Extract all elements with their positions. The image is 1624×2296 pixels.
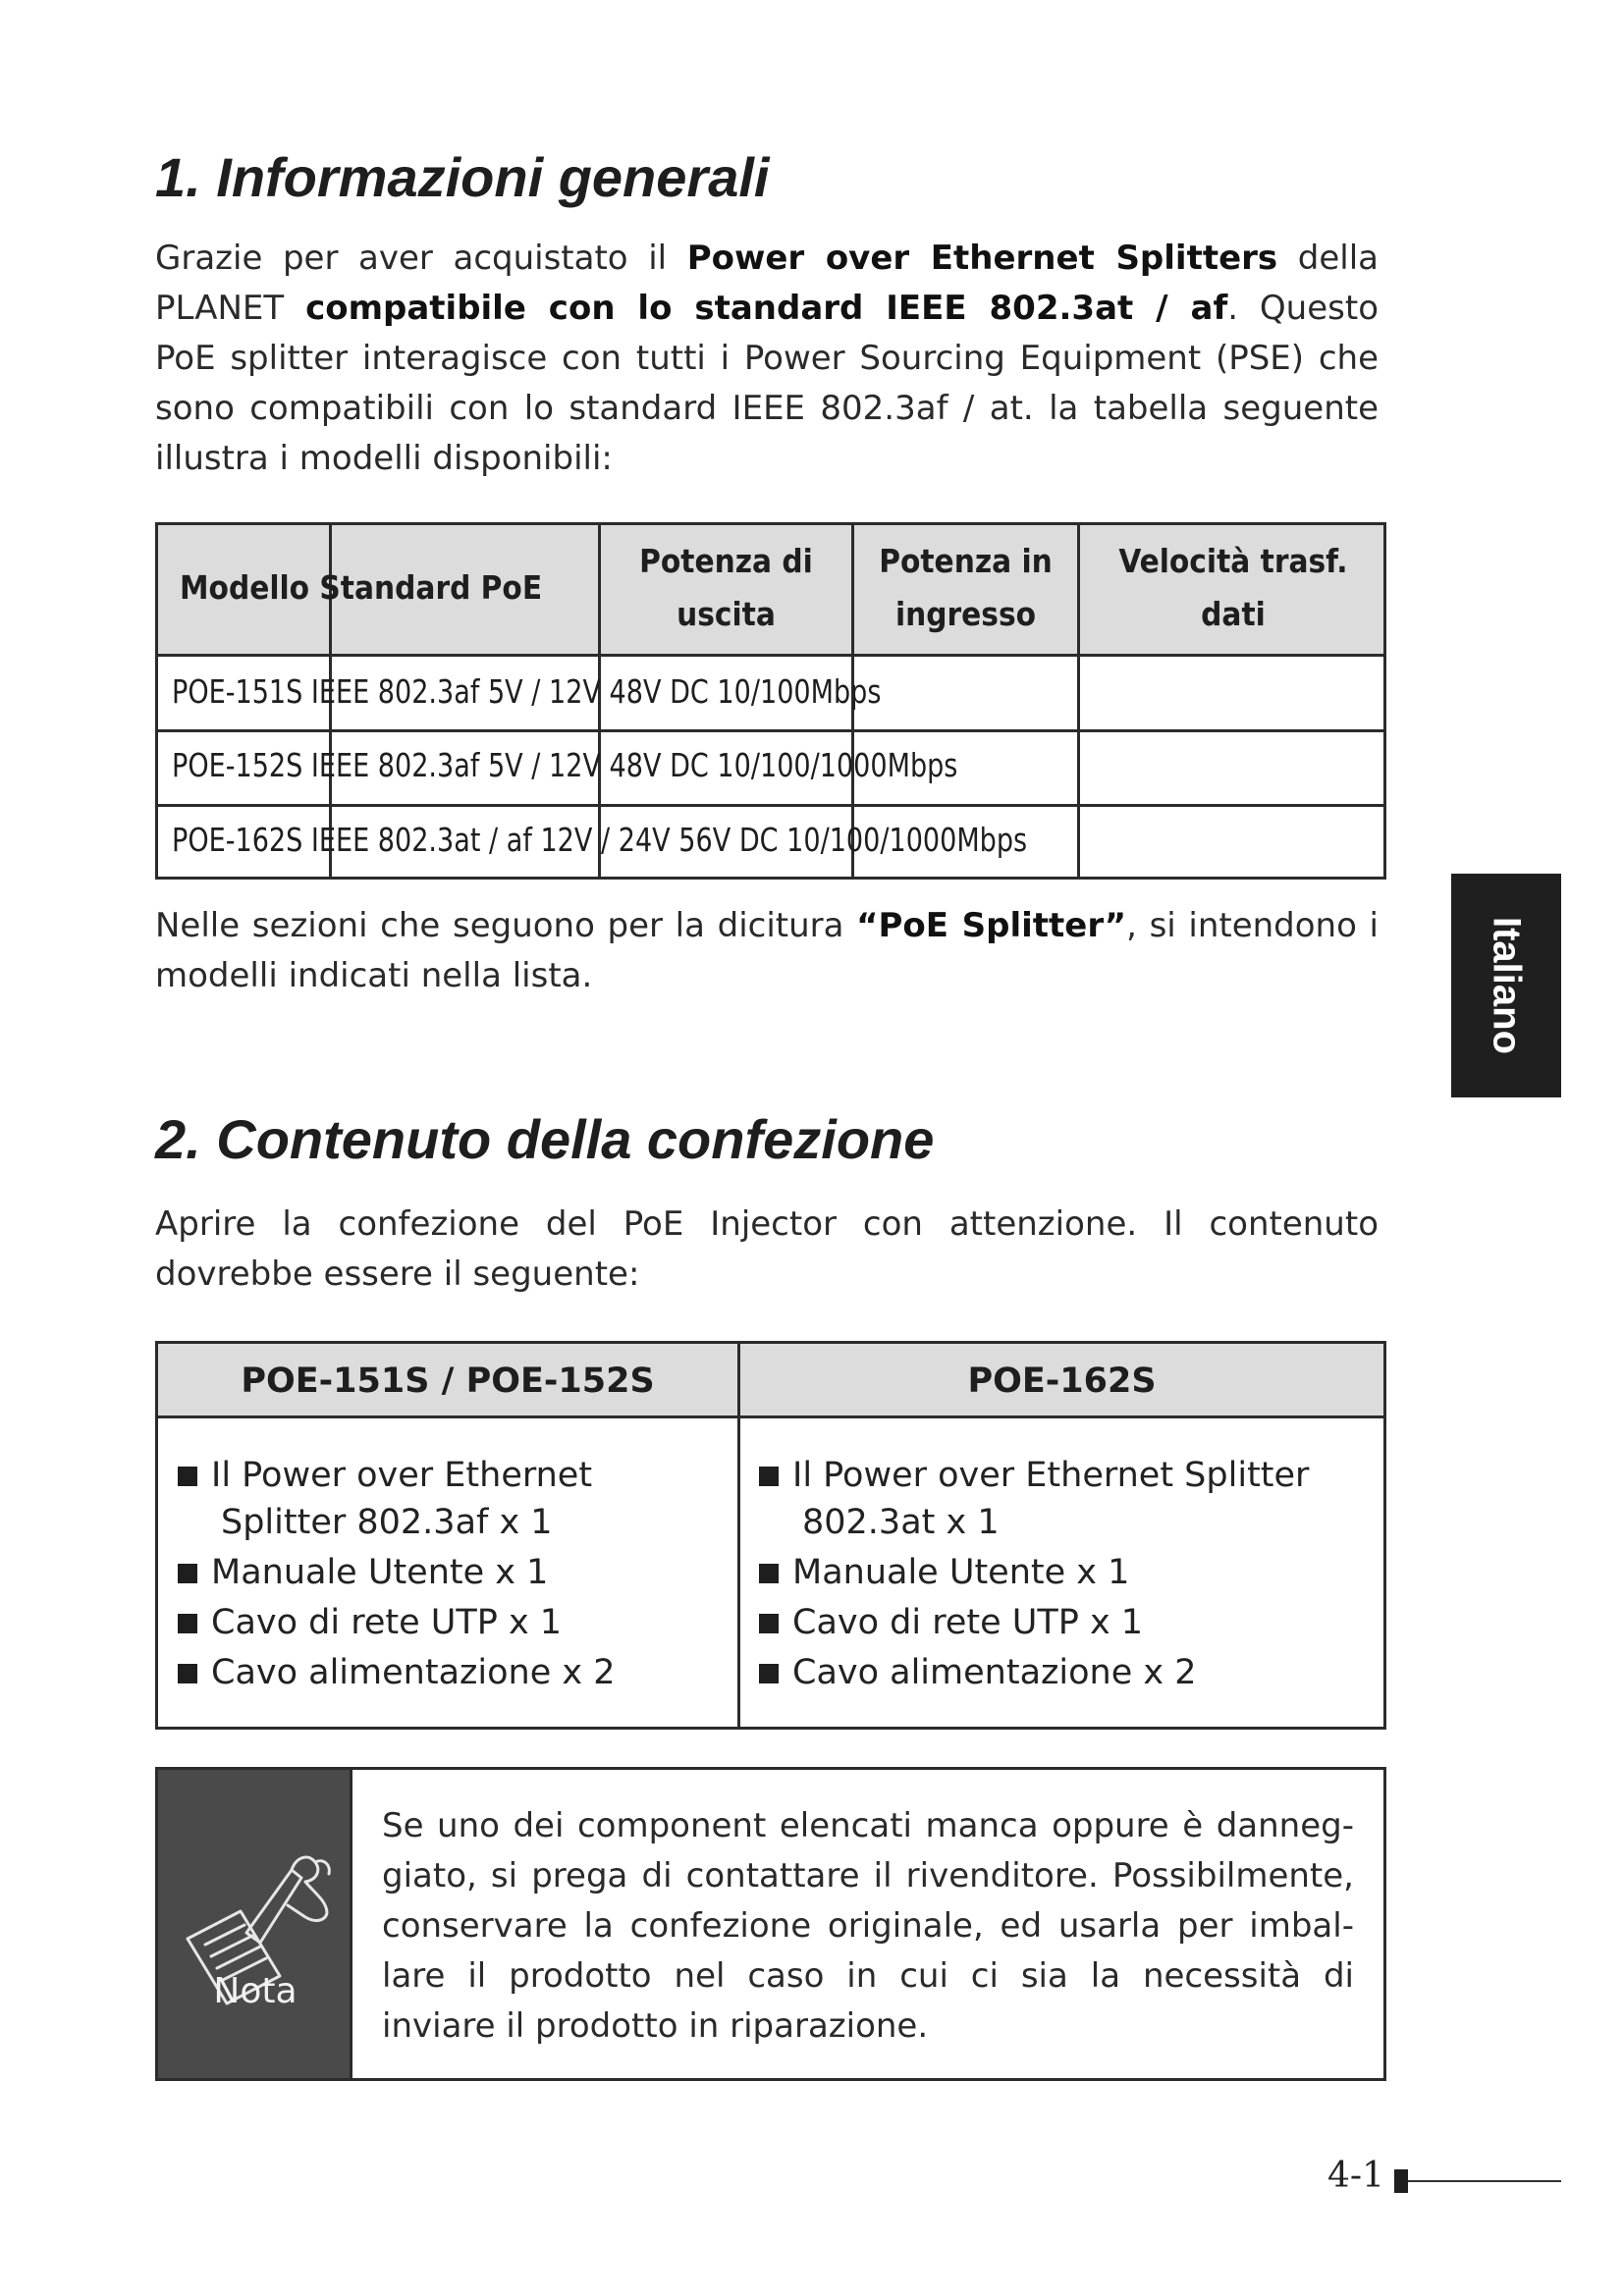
section-1-title: 1. Informazioni generali [155, 146, 770, 208]
table-row: POE-152S IEEE 802.3af 5V / 12V 48V DC 10/100/1000Mbps [172, 746, 958, 784]
header-model-standard: Modello Standard PoE [180, 568, 543, 607]
note-sidebar [158, 1770, 352, 2078]
note-line-2: giato, si prega di contattare il rivenditore. Possibilmente, [382, 1856, 1354, 1896]
package-line-1: Aprire la confezione del PoE Injector con attenzione. Il contenuto [155, 1204, 1379, 1244]
header-output-power: Potenza di uscita [639, 542, 813, 633]
intro-paragraph [155, 234, 1379, 484]
intro-line-2: PLANET compatibile con lo standard IEEE 802.3at / af. Questo [155, 289, 1379, 328]
note-line-3: conservare la confezione originale, ed usarla per imbal- [382, 1906, 1354, 1946]
package-line-2: dovrebbe essere il seguente: [155, 1255, 640, 1294]
note-line-1: Se uno dei component elencati manca oppure è danneg- [382, 1806, 1354, 1845]
page-rule [1408, 2180, 1561, 2182]
splitter-definition-paragraph [155, 901, 1379, 1001]
page-number: 4-1 [1327, 2156, 1384, 2196]
section-2-title: 2. Contenuto della confezione [155, 1108, 935, 1170]
list-item: Il Power over Ethernet Splitter 802.3at x 1 [757, 1452, 1376, 1546]
models-table [155, 522, 1386, 880]
intro-line-5: illustra i modelli disponibili: [155, 439, 613, 478]
note-line-4: lare il prodotto nel caso in cui ci sia la necessità di [382, 1956, 1354, 1996]
header-poe-151s-152s: POE-151S / POE-152S [241, 1362, 655, 1401]
definition-line-2: modelli indicati nella lista. [155, 956, 593, 995]
contents-list-162s [757, 1452, 1376, 1699]
list-item: Cavo alimentazione x 2 [757, 1649, 1376, 1696]
note-line-5: inviare il prodotto in riparazione. [382, 2006, 929, 2046]
list-item: Cavo alimentazione x 2 [176, 1649, 726, 1696]
contents-list-151s-152s [176, 1452, 726, 1699]
list-item: Cavo di rete UTP x 1 [176, 1599, 726, 1646]
intro-line-4: sono compatibili con lo standard IEEE 802.3af / at. la tabella seguente [155, 389, 1379, 428]
package-intro-paragraph [155, 1200, 1379, 1300]
intro-line-1: Grazie per aver acquistato il Power over Ethernet Splitters della [155, 239, 1379, 278]
intro-line-3: PoE splitter interagisce con tutti i Power Sourcing Equipment (PSE) che [155, 339, 1379, 378]
list-item: Il Power over Ethernet Splitter 802.3af x 1 [176, 1452, 726, 1546]
note-box [155, 1767, 1386, 2081]
package-contents-table [155, 1341, 1386, 1730]
header-input-power: Potenza in ingresso [879, 542, 1053, 633]
list-item: Manuale Utente x 1 [757, 1549, 1376, 1596]
note-label: Nota [213, 1971, 298, 2011]
table-row: POE-162S IEEE 802.3at / af 12V / 24V 56V DC 10/100/1000Mbps [172, 821, 1028, 859]
list-item: Manuale Utente x 1 [176, 1549, 726, 1596]
header-data-speed: Velocità trasf. dati [1118, 542, 1348, 633]
definition-line-1: Nelle sezioni che seguono per la dicitura “PoE Splitter”, si intendono i [155, 906, 1379, 945]
list-item: Cavo di rete UTP x 1 [757, 1599, 1376, 1646]
table-row: POE-151S IEEE 802.3af 5V / 12V 48V DC 10/100Mbps [172, 672, 882, 711]
language-tab-italiano: Italiano [1451, 874, 1561, 1097]
page-marker [1394, 2169, 1408, 2193]
header-poe-162s: POE-162S [967, 1362, 1157, 1401]
note-text [382, 1801, 1354, 2052]
